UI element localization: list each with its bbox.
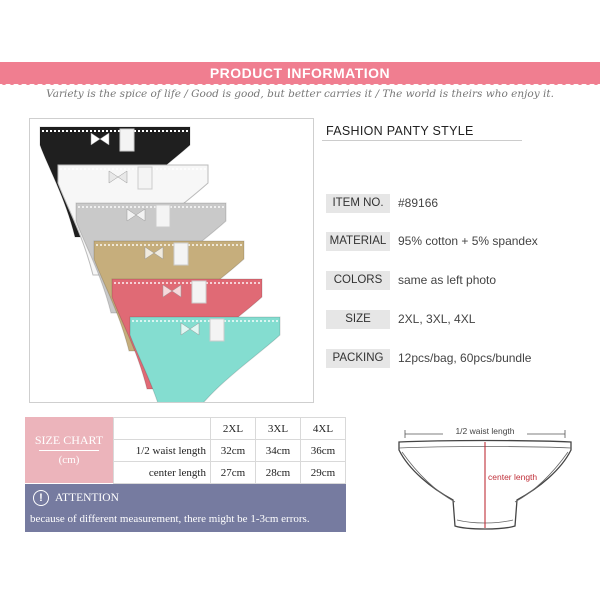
panty-item — [130, 317, 280, 402]
table-cell: 34cm — [256, 440, 301, 462]
size-chart-title: SIZE CHART — [34, 433, 104, 447]
spec-label-material: MATERIAL — [326, 232, 390, 251]
table-cell: 36cm — [301, 440, 346, 462]
table-header-row — [114, 418, 346, 440]
center-label: center length — [488, 472, 538, 482]
tagline: Variety is the spice of life / Good is good, but better carries it / The world is theirs who enjoy it. — [46, 88, 554, 100]
waist-label: 1/2 waist length — [455, 426, 515, 436]
table-cell — [114, 418, 211, 440]
measurement-diagram — [385, 416, 585, 536]
table-cell: 29cm — [301, 462, 346, 484]
spec-label-item-no: ITEM NO. — [326, 194, 390, 213]
attention-box — [25, 484, 346, 532]
size-header: 2XL — [211, 418, 256, 440]
attention-title: ATTENTION — [55, 492, 119, 504]
size-header: 3XL — [256, 418, 301, 440]
header-banner — [0, 62, 600, 84]
panty-stack-image — [30, 119, 313, 402]
style-divider — [322, 140, 522, 141]
table-cell: 28cm — [256, 462, 301, 484]
product-photo — [29, 118, 314, 403]
table-cell: 27cm — [211, 462, 256, 484]
table-row — [114, 462, 346, 484]
spec-value-material: 95% cotton + 5% spandex — [398, 234, 538, 248]
row-label: 1/2 waist length — [114, 440, 211, 462]
size-chart-divider — [39, 450, 99, 451]
spec-value-size: 2XL, 3XL, 4XL — [398, 312, 476, 326]
spec-value-item-no: #89166 — [398, 196, 439, 210]
attention-text: because of different measurement, there might be 1-3cm errors. — [30, 513, 310, 525]
spec-label-packing: PACKING — [326, 349, 390, 368]
size-chart-unit: (cm) — [58, 454, 80, 466]
exclamation-icon: ! — [33, 490, 49, 506]
spec-value-packing: 12pcs/bag, 60pcs/bundle — [398, 351, 532, 365]
style-title: FASHION PANTY STYLE — [326, 124, 474, 138]
spec-label-colors: COLORS — [326, 271, 390, 290]
row-label: center length — [114, 462, 211, 484]
table-cell: 32cm — [211, 440, 256, 462]
page-title: PRODUCT INFORMATION — [209, 65, 391, 81]
size-header: 4XL — [301, 418, 346, 440]
size-chart-header — [25, 417, 113, 483]
size-chart-table — [113, 417, 346, 484]
spec-value-colors: same as left photo — [398, 273, 497, 287]
table-row — [114, 440, 346, 462]
spec-label-size: SIZE — [326, 310, 390, 329]
